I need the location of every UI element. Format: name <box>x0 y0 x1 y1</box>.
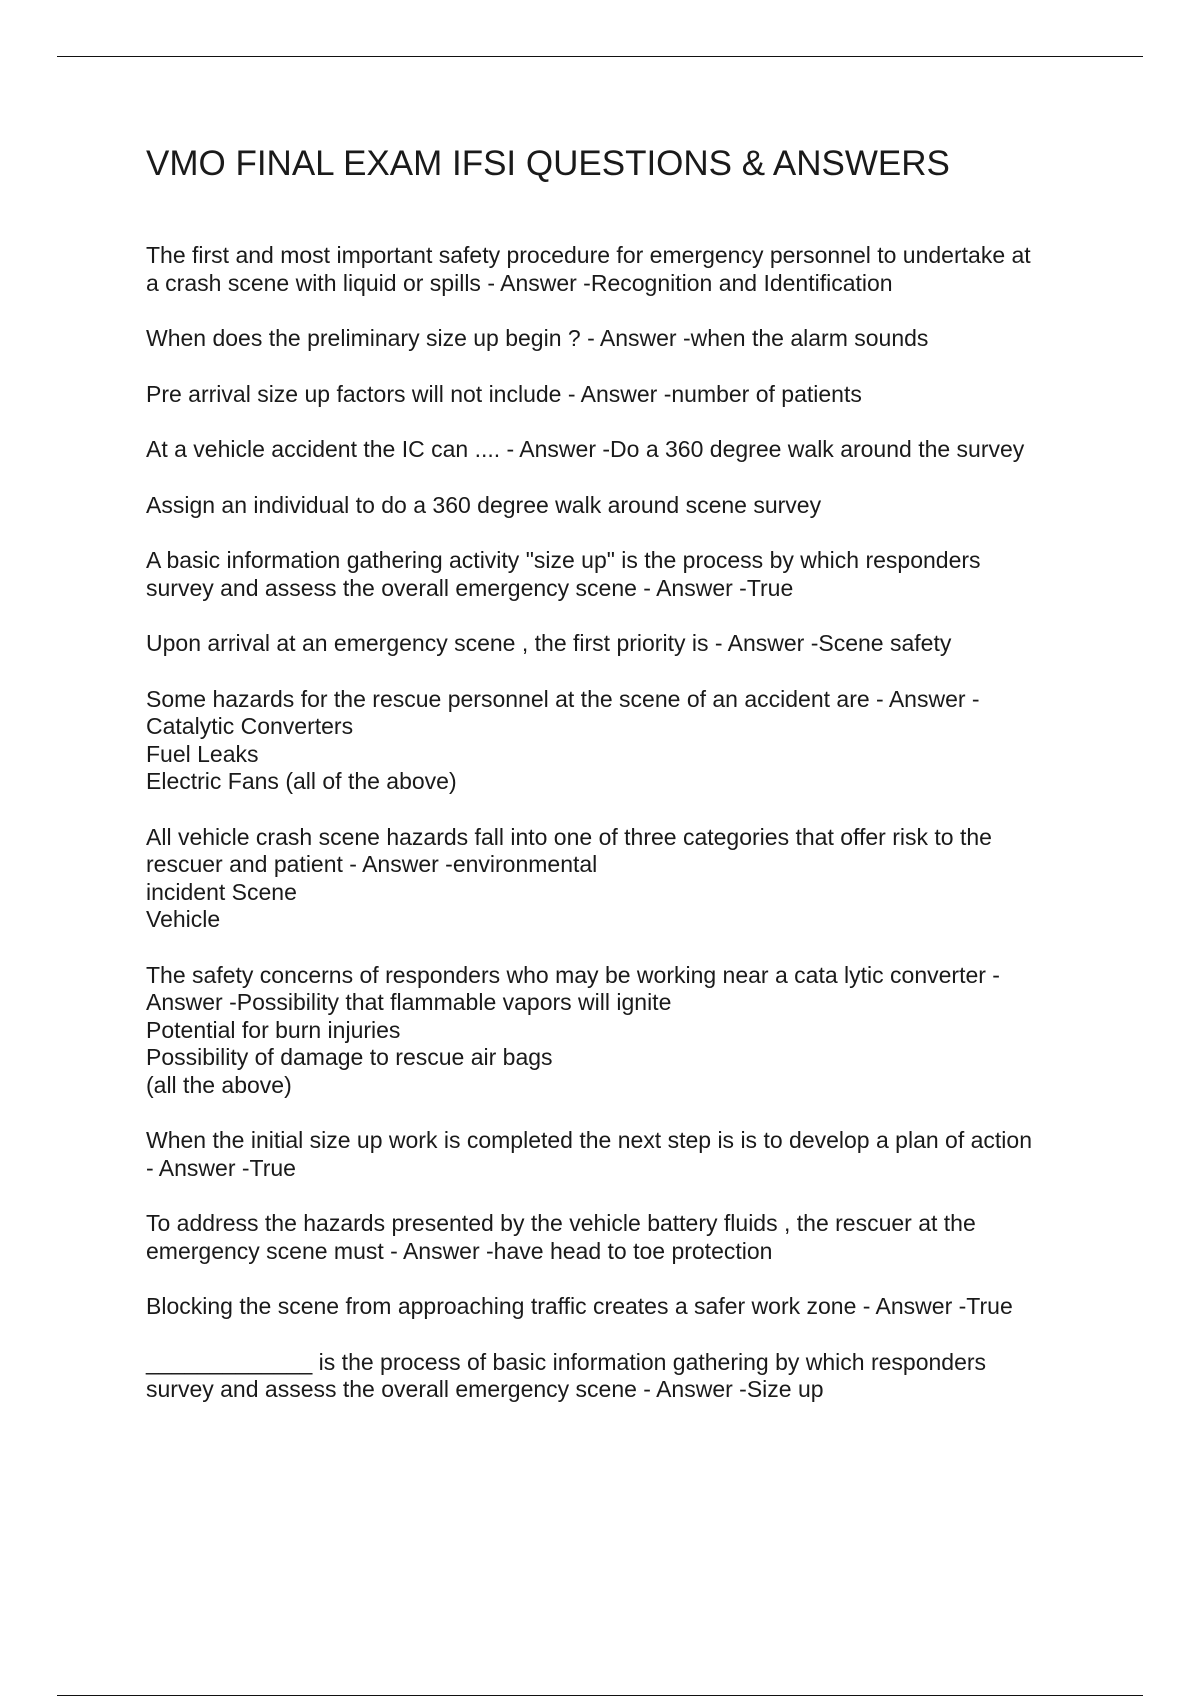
qa-list <box>146 242 1096 1432</box>
qa-item: _____________ is the process of basic information gathering by which responders survey and assess the overall emergency scene - Answer -Size up <box>146 1348 987 1402</box>
qa-item: Upon arrival at an emergency scene , the first priority is - Answer -Scene safety <box>146 630 952 656</box>
qa-item: To address the hazards presented by the vehicle battery fluids , the rescuer at the emergency scene must - Answer -have head to toe protection <box>146 1210 976 1264</box>
qa-item: The first and most important safety procedure for emergency personnel to undertake at a crash scene with liquid or spills - Answer -Recognition and Identification <box>146 242 1031 296</box>
qa-item: A basic information gathering activity "size up" is the process by which responders survey and assess the overall emergency scene - Answer -True <box>146 547 981 601</box>
document-title: VMO FINAL EXAM IFSI QUESTIONS & ANSWERS <box>146 144 950 183</box>
qa-item: Blocking the scene from approaching traffic creates a safer work zone - Answer -True <box>146 1293 1013 1319</box>
qa-item: The safety concerns of responders who may be working near a cata lytic converter - Answer -Possibility that flammable vapors will ignite Potential for burn injuries Possibility of damage to rescue air bags (all the above) <box>146 961 1000 1098</box>
qa-item: All vehicle crash scene hazards fall into one of three categories that offer risk to the rescuer and patient - Answer -environmental incident Scene Vehicle <box>146 823 992 932</box>
bottom-rule <box>57 1695 1143 1696</box>
qa-item: When does the preliminary size up begin ? - Answer -when the alarm sounds <box>146 325 929 351</box>
qa-item: Assign an individual to do a 360 degree walk around scene survey <box>146 491 822 518</box>
top-rule <box>57 56 1143 57</box>
qa-item: Some hazards for the rescue personnel at the scene of an accident are - Answer - Catalytic Converters Fuel Leaks Electric Fans (all of the above) <box>146 685 980 794</box>
qa-item: At a vehicle accident the IC can .... - Answer -Do a 360 degree walk around the survey <box>146 436 1025 462</box>
qa-item: When the initial size up work is completed the next step is is to develop a plan of action - Answer -True <box>146 1127 1032 1181</box>
qa-item: Pre arrival size up factors will not include - Answer -number of patients <box>146 380 862 407</box>
